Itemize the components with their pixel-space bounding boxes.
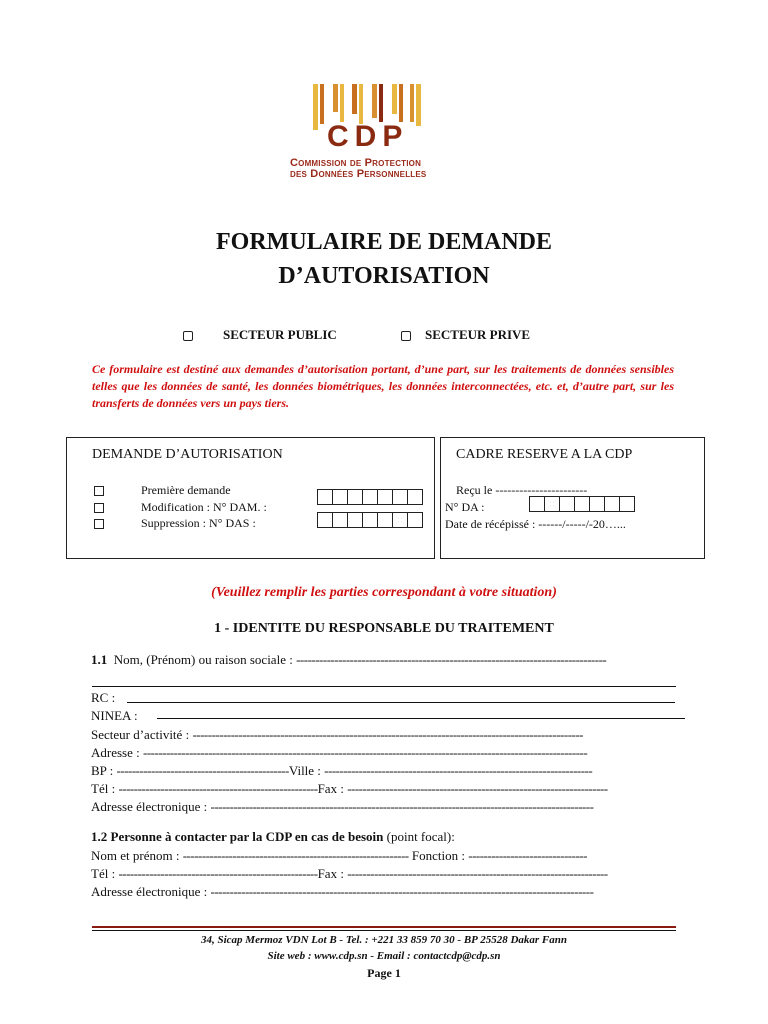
checkbox-icon[interactable] <box>183 331 193 341</box>
checkbox-icon[interactable] <box>94 503 104 513</box>
checkbox-icon[interactable] <box>94 519 104 529</box>
bp-city-field[interactable]: BP : ---------------------------------------------Ville : ---------------------------------------------------------------------- <box>91 763 593 778</box>
organization-name: Commission de Protection des Données Personnelles <box>290 157 427 180</box>
contact-tel-fax-field[interactable]: Tél : ----------------------------------------------------Fax : -------------------------------------------------------------------- <box>91 866 608 881</box>
email-field[interactable]: Adresse électronique : ---------------------------------------------------------------------------------------------------- <box>91 799 594 814</box>
cdp-box-title: CADRE RESERVE A LA CDP <box>456 447 633 462</box>
first-request-option[interactable]: Première demande <box>94 483 231 498</box>
page-number: Page 1 <box>367 966 401 980</box>
footer-web: Site web : www.cdp.sn - Email : contactcdp@cdp.sn <box>267 950 501 962</box>
checkbox-icon[interactable] <box>94 486 104 496</box>
footer-divider-thin <box>92 930 676 931</box>
ninea-field[interactable]: NINEA : <box>91 708 138 723</box>
form-title-line1: FORMULAIRE DE DEMANDE <box>216 229 552 255</box>
cdp-reserved-box <box>440 437 705 559</box>
contact-name-function-field[interactable]: Nom et prénom : ----------------------------------------------------------- Fonction : ------------------------------- <box>91 848 587 863</box>
sector-field[interactable]: Secteur d’activité : ------------------------------------------------------------------------------------------------------ <box>91 727 584 742</box>
instructions-hint: (Veuillez remplir les parties correspondant à votre situation) <box>211 585 557 600</box>
address-field[interactable]: Adresse : -------------------------------------------------------------------------------------------------------------------- <box>91 745 588 760</box>
sector-public-option[interactable]: SECTEUR PUBLIC <box>183 327 337 343</box>
checkbox-icon[interactable] <box>401 331 411 341</box>
tel-fax-field[interactable]: Tél : ----------------------------------------------------Fax : -------------------------------------------------------------------- <box>91 781 608 796</box>
intro-text: Ce formulaire est destiné aux demandes d’autorisation portant, d’une part, sur les traitements de données sensibles telles que les données de santé, les données biométriques, les données interconnectées, etc. et, d’autre part, sur les transferts de données vers un pays tiers. <box>92 362 674 410</box>
receipt-date-field: Date de récépissé : ------/-----/-20…... <box>445 517 626 531</box>
rc-line[interactable] <box>127 702 675 703</box>
dam-number-cells[interactable] <box>317 489 423 505</box>
footer-address: 34, Sicap Mermoz VDN Lot B - Tel. : +221 33 859 70 30 - BP 25528 Dakar Fann <box>200 934 568 946</box>
ninea-line[interactable] <box>157 718 685 719</box>
da-number-label: N° DA : <box>445 500 485 514</box>
sector-private-option[interactable]: SECTEUR PRIVE <box>401 327 530 343</box>
suppression-option[interactable]: Suppression : N° DAS : <box>94 516 256 531</box>
logo-text: CDP <box>327 120 409 153</box>
cdp-logo <box>300 78 460 158</box>
contact-email-field[interactable]: Adresse électronique : ---------------------------------------------------------------------------------------------------- <box>91 884 594 899</box>
contact-person-heading: 1.2 Personne à contacter par la CDP en cas de besoin (point focal): <box>91 829 455 844</box>
section-1-title: 1 - IDENTITE DU RESPONSABLE DU TRAITEMENT <box>214 621 554 636</box>
name-field-line2[interactable] <box>92 686 676 687</box>
modification-option[interactable]: Modification : N° DAM. : <box>94 500 267 515</box>
das-number-cells[interactable] <box>317 512 423 528</box>
rc-field[interactable]: RC : <box>91 690 116 705</box>
footer-divider <box>92 926 676 928</box>
da-number-cells <box>529 496 635 512</box>
name-field[interactable]: 1.1 Nom, (Prénom) ou raison sociale : --------------------------------------------------------------------------------- <box>91 652 607 667</box>
request-box <box>66 437 435 559</box>
form-title-line2: D’AUTORISATION <box>278 263 490 289</box>
request-box-title: DEMANDE D’AUTORISATION <box>92 447 283 462</box>
received-date-field: Reçu le ----------------------- <box>456 483 588 497</box>
